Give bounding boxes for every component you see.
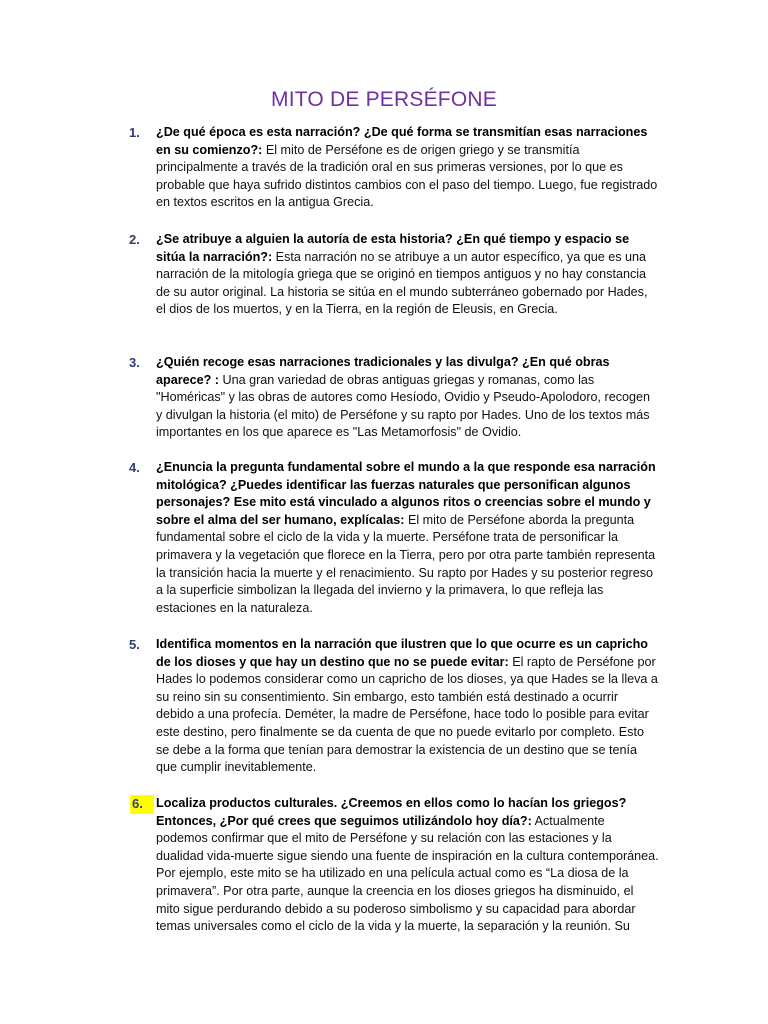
question-text: Localiza productos culturales. ¿Creemos en ellos como lo hacían los griegos? Entonces, ¿Por qué crees que seguimos utilizándolo hoy día?: [156,796,627,828]
item-number: 1. [129,125,140,140]
answer-text: El mito de Perséfone aborda la pregunta fundamental sobre el ciclo de la vida y la muerte. Perséfone trata de personificar la primavera y la vegetación que florece en la Tierra, pero por otra parte también representa la transición hacia la muerte y el renacimiento. Su rapto por Hades y su posterior regreso a la superficie simbolizan la llegada del invierno y la primavera, lo que refleja las estaciones en la naturaleza. [156,512,656,615]
item-text [156,124,659,212]
item-number-highlighted: 6. [130,795,154,814]
answer-text: El rapto de Perséfone por Hades lo podemos considerar como un capricho de los dioses, ya que Hades se la lleva a su reino sin su consentimiento. Sin embargo, esto también está destinado a ocurrir debido a una profecía. Deméter, la madre de Perséfone, hace todo lo posible para evitar este destino, pero finalmente se da cuenta de que no puede evitarlo por completo. Esto se debe a la forma que tenían para demostrar la existencia de un destino que se tenía que cumplir inevitablemente. [156,654,658,775]
item-text [156,636,659,777]
item-number: 4. [129,460,140,475]
item-text [156,354,659,442]
question-text: Identifica momentos en la narración que ilustren que lo que ocurre es un capricho de los dioses y que hay un destino que no se puede evitar: [156,637,648,669]
item-number: 2. [129,232,140,247]
item-text [156,795,659,936]
answer-text: Esta narración no se atribuye a un autor específico, ya que es una narración de la mitología griega que se originó en tiempos antiguos y no hay constancia de su autor original. La historia se sitúa en el mundo subterráneo gobernado por Hades, el dios de los muertos, y en la Tierra, en la región de Eleusis, en Grecia. [156,249,648,317]
item-text [156,231,659,319]
item-number: 5. [129,637,140,652]
item-text [156,459,659,617]
page-title: MITO DE PERSÉFONE [271,88,497,111]
question-text: ¿Se atribuye a alguien la autoría de esta historia? ¿En qué tiempo y espacio se sitúa la narración?: [156,232,630,264]
question-text: ¿Enuncia la pregunta fundamental sobre el mundo a la que responde esa narración mitológica? ¿Puedes identificar las fuerzas naturales que personifican algunos personajes? Ese mito está vinculado a algunos ritos o creencias sobre el mundo y sobre el alma del ser humano, explícalas: [156,460,656,527]
question-text: ¿De qué época es esta narración? ¿De qué forma se transmitían esas narraciones en su comienzo?: [156,125,648,157]
item-number: 3. [129,355,140,370]
answer-text: Una gran variedad de obras antiguas griegas y romanas, como las "Homéricas" y las obras de autores como Hesíodo, Ovidio y Pseudo-Apolodoro, recogen y divulgan la historia (el mito) de Perséfone y su rapto por Hades. Uno de los textos más importantes en los que aparece es "Las Metamorfosis" de Ovidio. [156,372,651,440]
answer-text: El mito de Perséfone es de origen griego y se transmitía principalmente a través de la tradición oral en sus primeras versiones, por lo que es probable que haya sufrido distintos cambios con el paso del tiempo. Luego, fue registrado en textos escritos en la antigua Grecia. [156,142,658,210]
answer-text: Actualmente podemos confirmar que el mito de Perséfone y su relación con las estaciones y la dualidad vida-muerte sigue siendo una fuente de inspiración en la cultura contemporánea. Por ejemplo, este mito se ha utilizado en una película actual como es “La diosa de la primavera”. Por otra parte, aunque la creencia en los dioses griegos ha disminuido, el mito sigue perdurando debido a su poderoso simbolismo y su capacidad para abordar temas universales como el ciclo de la vida y la muerte, la separación y la reunión. Su [156,813,659,934]
question-text: ¿Quién recoge esas narraciones tradicionales y las divulga? ¿En qué obras aparece? : [156,355,610,387]
